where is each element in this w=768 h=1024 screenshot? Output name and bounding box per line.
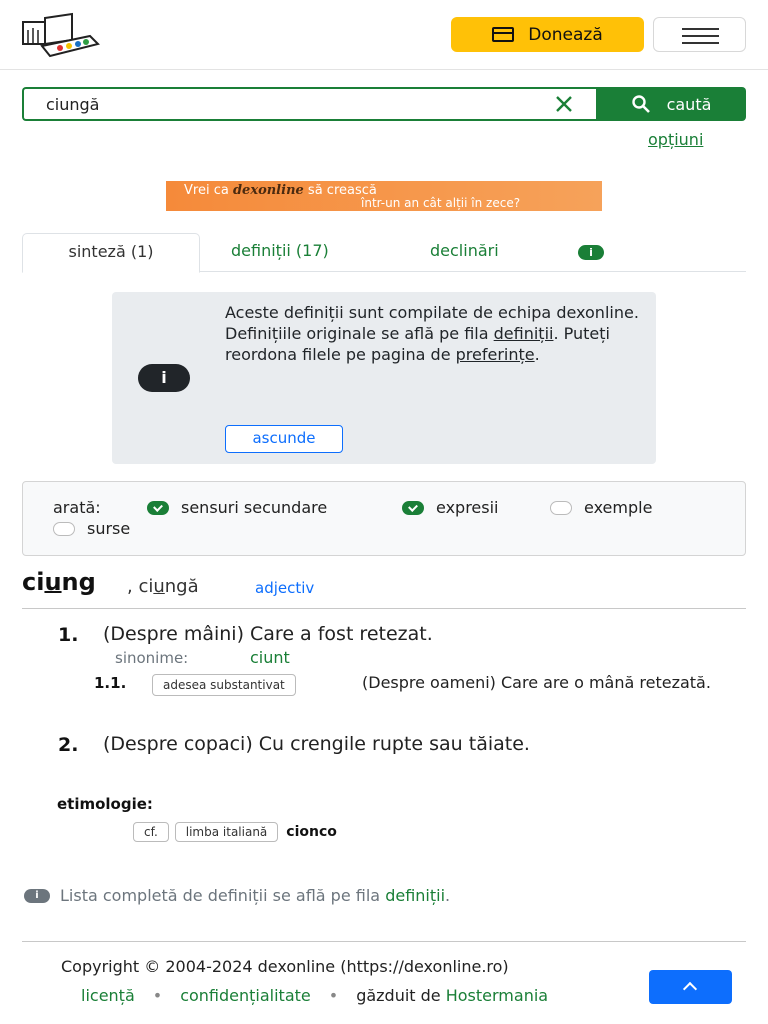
synonyms-label: sinonime: bbox=[115, 649, 189, 667]
info-text: Aceste definiții sunt compilate de echipa dexonline. Definițiile originale se află pe fila definiții. Puteți reordona filele pe pagina de preferințe. bbox=[225, 303, 639, 364]
donate-button[interactable] bbox=[451, 17, 644, 52]
subdefinition bbox=[94, 672, 714, 694]
checkbox-toggle[interactable] bbox=[550, 501, 572, 515]
info-box bbox=[112, 292, 656, 464]
tab-definitions[interactable]: definiții (17) bbox=[231, 241, 329, 260]
privacy-link[interactable]: confidențialitate bbox=[180, 986, 311, 1005]
credit-card-icon bbox=[492, 27, 514, 42]
etymology-word: cionco bbox=[286, 824, 337, 840]
etymology-tag[interactable]: cf. bbox=[133, 822, 169, 842]
option-expressions[interactable]: expresii bbox=[402, 498, 498, 517]
site-header bbox=[0, 0, 768, 70]
definitions-link[interactable]: definiții bbox=[493, 324, 554, 343]
banner-brand: dexonline bbox=[232, 183, 304, 198]
scroll-to-top-button[interactable] bbox=[649, 970, 732, 1004]
search-input[interactable] bbox=[22, 87, 596, 121]
info-icon: i bbox=[138, 364, 190, 392]
definition-number: 1. bbox=[58, 624, 79, 646]
tab-declensions[interactable]: declinări bbox=[430, 241, 499, 260]
search-bar bbox=[22, 87, 746, 121]
show-options-panel bbox=[22, 481, 746, 556]
clear-x-icon[interactable] bbox=[552, 93, 576, 115]
checkbox-toggle[interactable] bbox=[53, 522, 75, 536]
definition-text: (Despre copaci) Cu crengile rupte sau tăiate. bbox=[103, 733, 530, 755]
options-link[interactable]: opțiuni bbox=[648, 130, 704, 149]
option-secondary-senses[interactable]: sensuri secundare bbox=[147, 498, 327, 517]
subdefinition-number: 1.1. bbox=[94, 674, 127, 692]
headword: ciung bbox=[22, 568, 96, 596]
dexonline-logo-icon[interactable] bbox=[20, 10, 102, 60]
show-options-label: arată: bbox=[53, 498, 101, 517]
etymology-tag[interactable]: limba italiană bbox=[175, 822, 279, 842]
synonym-link[interactable]: ciunt bbox=[250, 648, 290, 667]
divider bbox=[22, 608, 746, 609]
part-of-speech-link[interactable]: adjectiv bbox=[255, 579, 315, 597]
info-icon[interactable]: i bbox=[578, 245, 604, 260]
footer-divider bbox=[22, 941, 746, 942]
option-sources[interactable]: surse bbox=[53, 519, 130, 538]
search-button-label: caută bbox=[666, 94, 712, 114]
tabs bbox=[22, 233, 746, 272]
banner-text: Vrei ca bbox=[184, 183, 233, 198]
tab-synthesis[interactable]: sinteză (1) bbox=[22, 233, 200, 273]
search-button[interactable] bbox=[596, 87, 746, 121]
etymology bbox=[133, 822, 337, 842]
donate-label: Donează bbox=[528, 24, 603, 45]
host-link[interactable]: Hostermania bbox=[445, 986, 549, 1005]
hamburger-menu-icon bbox=[682, 28, 719, 30]
info-icon: i bbox=[24, 889, 50, 903]
checkbox-toggle[interactable] bbox=[147, 501, 169, 515]
copyright-text: Copyright © 2004-2024 dexonline (https://dexonline.ro) bbox=[61, 957, 509, 976]
option-examples[interactable]: exemple bbox=[550, 498, 652, 517]
banner-line2: într-un an cât alții în zece? bbox=[361, 196, 521, 210]
menu-button[interactable] bbox=[653, 17, 746, 52]
hide-button[interactable]: ascunde bbox=[225, 425, 343, 453]
banner-text-end: să crească bbox=[303, 183, 377, 198]
search-icon bbox=[631, 94, 651, 114]
definition-text: (Despre mâini) Care a fost retezat. bbox=[103, 623, 433, 645]
checkbox-toggle[interactable] bbox=[402, 501, 424, 515]
footer-links: licență • confidențialitate • găzduit de Hostermania bbox=[81, 986, 549, 1005]
promo-banner[interactable] bbox=[166, 181, 602, 211]
usage-tag[interactable]: adesea substantivat bbox=[152, 674, 296, 696]
headword-variant: , ciungă bbox=[127, 576, 199, 597]
full-list-note: i Lista completă de definiții se află pe fila definiții. bbox=[24, 886, 450, 905]
preferences-link[interactable]: preferințe bbox=[455, 345, 535, 364]
etymology-label: etimologie: bbox=[57, 795, 153, 813]
definitions-tab-link[interactable]: definiții bbox=[385, 886, 446, 905]
subdefinition-text: (Despre oameni) Care are o mână retezată. bbox=[362, 673, 711, 692]
definition-number: 2. bbox=[58, 734, 79, 756]
license-link[interactable]: licență bbox=[81, 986, 135, 1005]
